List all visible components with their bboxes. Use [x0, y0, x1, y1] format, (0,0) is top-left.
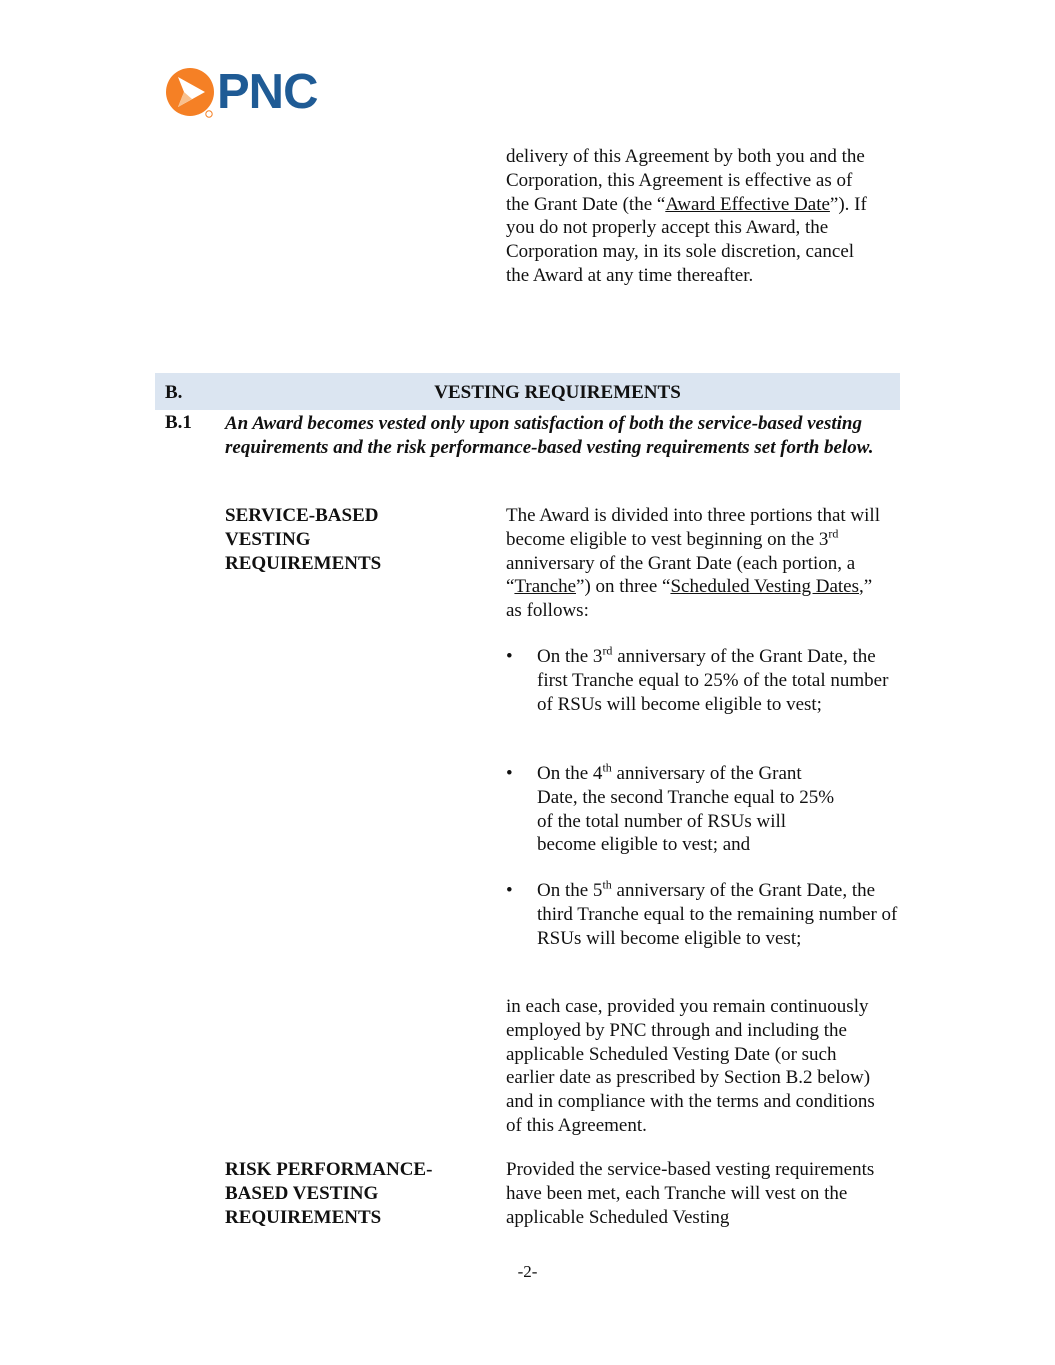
risk-label-line: BASED VESTING [225, 1182, 379, 1204]
list-item [537, 762, 837, 857]
ordinal-suffix: rd [828, 526, 839, 541]
pnc-logo [165, 66, 340, 120]
service-based-label [225, 504, 485, 575]
ordinal-suffix: rd [602, 643, 613, 658]
ordinal-suffix: th [602, 877, 612, 892]
tranche-term: Tranche [514, 576, 577, 598]
ordinal-suffix: th [602, 760, 612, 775]
bullet-icon: • [506, 763, 513, 784]
bullet-text-post: anniversary of the Grant Date, the third Tranche equal to the remaining number of RSUs will become eligible to vest; [537, 880, 898, 949]
bullet-text-pre: On the 5 [537, 880, 603, 901]
section-letter: B. [165, 382, 183, 403]
section-title: VESTING REQUIREMENTS [434, 382, 681, 403]
risk-label-line: REQUIREMENTS [225, 1206, 382, 1228]
list-item [537, 879, 907, 950]
bullet-icon: • [506, 646, 513, 667]
service-intro-d: ,” as follows: [506, 576, 873, 622]
bullet-text-pre: On the 4 [537, 763, 603, 784]
service-intro-paragraph [506, 504, 886, 623]
page-number: -2- [517, 1262, 538, 1281]
bullet-text-post: anniversary of the Grant Date, the first Tranche equal to 25% of the total number of RSUs will become eligible to vest; [537, 646, 889, 715]
risk-label-line: RISK PERFORMANCE- [225, 1159, 433, 1180]
list-item [537, 645, 907, 716]
service-label-line: SERVICE-BASED [225, 505, 379, 526]
intro-text-post: ”). If you do not properly accept this Award, the Corporation may, in its sole discretion, cancel the Award at any time thereafter. [506, 193, 867, 286]
intro-paragraph [506, 145, 876, 288]
service-intro-b: anniversary of the Grant Date (each portion, a “ [506, 552, 856, 598]
risk-performance-paragraph: Provided the service-based vesting requirements have been met, each Tranche will vest on the applicable Scheduled Vesting [506, 1159, 875, 1228]
bullet-icon: • [506, 880, 513, 901]
scheduled-vesting-dates-term: Scheduled Vesting Dates [670, 576, 859, 598]
service-intro-c: ”) on three “ [576, 576, 671, 598]
bullet-text-pre: On the 3 [537, 646, 603, 667]
risk-performance-label [225, 1158, 485, 1229]
logo-wordmark: PNC [217, 65, 318, 119]
service-label-line: VESTING [225, 528, 311, 550]
service-label-line: REQUIREMENTS [225, 552, 382, 574]
service-closing-paragraph: in each case, provided you remain continuously employed by PNC through and including the applicable Scheduled Vesting Date (or such earlier date as prescribed by Section B.2 below) and in compliance with the terms and conditions of this Agreement. [506, 996, 875, 1136]
bullet-text-post: anniversary of the Grant Date, the second Tranche equal to 25% of the total number of RSUs will become eligible to vest; and [537, 763, 835, 856]
service-intro-a: The Award is divided into three portions that will become eligible to vest beginning on the 3 [506, 505, 880, 550]
intro-text-pre: delivery of this Agreement by both you and the Corporation, this Agreement is effective as of the Grant Date (the “ [506, 146, 865, 215]
clause-text: An Award becomes vested only upon satisfaction of both the service-based vesting requirements and the risk performance-based vesting requirements set forth below. [225, 413, 874, 458]
award-effective-date-term: Award Effective Date [665, 193, 830, 215]
pnc-logo-mark-icon [165, 66, 217, 120]
clause-number: B.1 [165, 412, 192, 433]
